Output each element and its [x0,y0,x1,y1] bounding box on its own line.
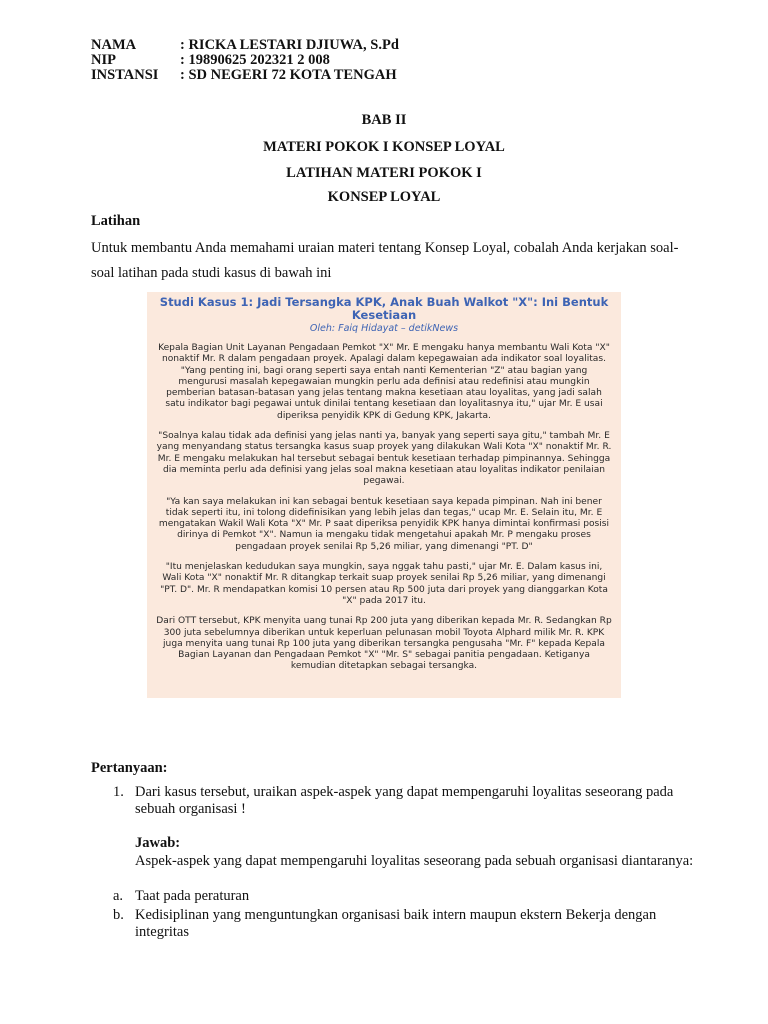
jawab-intro: Aspek-aspek yang dapat mempengaruhi loyalitas seseorang pada sebuah organisasi diantaranya: [135,853,694,869]
case-study-author: Oleh: Faiq Hidayat – detikNews [309,323,459,334]
identity-value: : 19890625 202321 2 008 [180,52,330,68]
latihan-label: Latihan [91,213,141,229]
answer-text: Kedisiplinan yang menguntungkan organisasi baik intern maupun ekstern Bekerja dengan integritas [135,907,657,940]
intro-paragraph: Untuk membantu Anda memahami uraian materi tentang Konsep Loyal, cobalah Anda kerjakan soal-soal latihan pada studi kasus di bawah ini [91,240,679,281]
section-heading: MATERI POKOK I KONSEP LOYAL [263,139,505,155]
answer-text: Taat pada peraturan [135,888,250,904]
answer-item [113,907,713,941]
identity-label: INSTANSI [91,67,159,83]
case-study-paragraph: Kepala Bagian Unit Layanan Pengadaan Pemkot "X" Mr. E mengaku hanya membantu Wali Kota "X" nonaktif Mr. R dalam pengadaan proyek. Apalagi dalam kepegawaian ada indikator soal loyalitas. "Yang penting ini, bagi orang seperti saya entah nanti Kementerian "Z" atau bagian yang mengurusi masalah kepegawaian mungkin perlu ada definisi atau redefinisi atau mungkin pemberian batasan-batasan yang jelas tentang makna kesetiaan atau loyalitas, yang jadi salah satu indikator bagi pegawai untuk dinilai tentang kesetiaan dan loyalitasnya itu," ujar Mr. E usai diperiksa penyidik KPK di Gedung KPK, Jakarta. [158,343,610,421]
identity-row-instansi [91,68,399,83]
question-item [113,784,713,818]
pertanyaan-label: Pertanyaan: [91,760,168,776]
identity-row-name [91,38,399,53]
identity-value: : RICKA LESTARI DJIUWA, S.Pd [180,37,399,53]
identity-block [91,38,399,83]
case-study-paragraph: "Soalnya kalau tidak ada definisi yang jelas nanti ya, banyak yang seperti saya gitu," tambah Mr. E yang menyandang status tersangka kasus suap proyek yang dilakukan Wali Kota "X" nonaktif Mr. R. Mr. E mengaku melakukan hal tersebut sebagai bentuk kesetiaan terhadap pimpinannya. Sehingga dia meminta perlu ada definisi yang jelas soal makna kesetiaan atau loyalitas indikator penilaian pegawai. [156,431,612,487]
jawab-label: Jawab: [135,835,181,851]
question-number: 1. [113,784,124,800]
chapter-heading: BAB II [361,112,407,128]
case-study-paragraph: "Itu menjelaskan kedudukan saya mungkin, saya nggak tahu pasti," ujar Mr. E. Dalam kasus ini, Wali Kota "X" nonaktif Mr. R ditangkap terkait suap proyek senilai Rp 5,26 miliar, yang dimenangi "PT. D". Mr. R mendapatkan komisi 10 persen atau Rp 500 juta dari proyek yang dianggarkan Kota "X" pada 2017 itu. [160,562,608,606]
question-text: Dari kasus tersebut, uraikan aspek-aspek yang dapat mempengaruhi loyalitas seseorang pada sebuah organisasi ! [135,784,674,817]
answer-letter: b. [113,907,124,923]
answer-letter: a. [113,888,124,904]
case-study-title: Studi Kasus 1: Jadi Tersangka KPK, Anak Buah Walkot "X": Ini Bentuk Kesetiaan [159,295,609,322]
identity-row-nip [91,53,399,68]
case-study-paragraph: Dari OTT tersebut, KPK menyita uang tunai Rp 200 juta yang diberikan kepada Mr. R. Sedangkan Rp 300 juta sebelumnya diberikan untuk keperluan pelunasan mobil Toyota Alphard milik Mr. R. KPK juga menyita uang tunai Rp 100 juta yang diberikan tersangka pengusaha "Mr. F" kepada Kepala Bagian Layanan dan Pengadaan Pemkot "X" "Mr. S" sebagai panitia pengadaan. Ketiganya kemudian ditetapkan sebagai tersangka. [156,616,612,672]
topic-heading: KONSEP LOYAL [327,189,441,205]
identity-value: : SD NEGERI 72 KOTA TENGAH [180,67,397,83]
identity-label: NAMA [91,37,137,53]
identity-label: NIP [91,52,116,68]
answer-item [113,888,713,905]
exercise-heading: LATIHAN MATERI POKOK I [286,165,482,181]
case-study-paragraph: "Ya kan saya melakukan ini kan sebagai bentuk kesetiaan saya kepada pimpinan. Nah ini bener tidak seperti itu, ini tolong didefinisikan yang lebih jelas dan tegas," ucap Mr. E. Selain itu, Mr. E mengatakan Wakil Wali Kota "X" Mr. P saat diperiksa penyidik KPK hanya dimintai konfirmasi posisi dirinya di Pemkot "X". Namun ia mengaku tidak mengetahui apakah Mr. P mengaku proses pengadaan proyek senilai Rp 5,26 miliar, yang dimenangi "PT. D" [158,496,610,552]
case-study-box [147,292,621,698]
